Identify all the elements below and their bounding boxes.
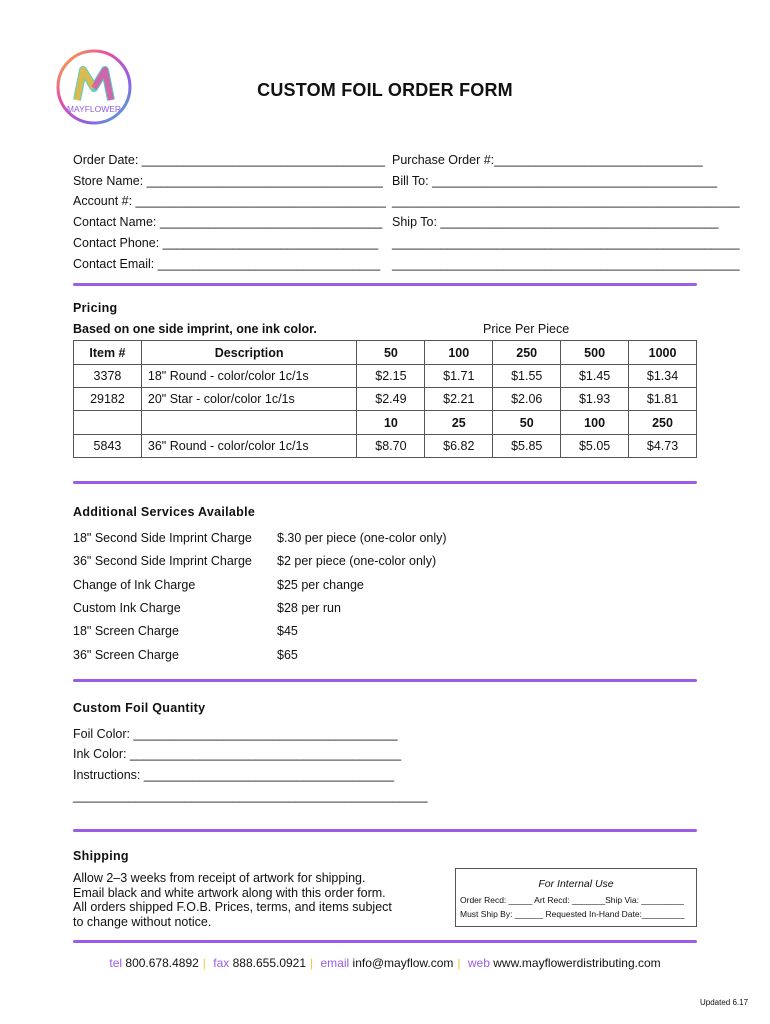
- order-date-field[interactable]: Order Date: ___________________________________: [73, 153, 386, 167]
- tel-number[interactable]: 800.678.4892: [125, 956, 199, 970]
- logo-text: MAYFLOWER: [66, 104, 122, 114]
- section-divider: [73, 940, 697, 943]
- shipping-line: Email black and white artwork along with this order form.: [73, 885, 386, 900]
- separator: |: [457, 956, 461, 970]
- item-description: 36" Round - color/color 1c/1s: [141, 435, 357, 458]
- table-row: [74, 365, 697, 388]
- item-description: [141, 411, 357, 435]
- header-qty-500: 500: [561, 341, 629, 365]
- updated-note: Updated 6.17: [700, 998, 749, 1007]
- tel-label: tel: [109, 956, 123, 970]
- header-qty-250: 250: [493, 341, 561, 365]
- service-value: $45: [277, 624, 298, 638]
- purchase-order-field[interactable]: Purchase Order #:______________________________: [392, 153, 703, 167]
- foil-color-field[interactable]: Foil Color: ______________________________________: [73, 727, 398, 741]
- item-description: 18" Round - color/color 1c/1s: [141, 365, 357, 388]
- contact-phone-field[interactable]: Contact Phone: _______________________________: [73, 236, 379, 250]
- service-label: 18" Second Side Imprint Charge: [73, 531, 252, 545]
- price-cell: $1.71: [425, 365, 493, 388]
- item-number: 5843: [74, 435, 142, 458]
- ship-to-line-2[interactable]: __________________________________________________: [392, 236, 740, 250]
- price-cell: $8.70: [357, 435, 425, 458]
- header-qty-100: 100: [561, 411, 629, 435]
- bill-to-line-2[interactable]: __________________________________________________: [392, 194, 740, 208]
- contact-email-field[interactable]: Contact Email: ________________________________: [73, 257, 381, 271]
- service-label: Change of Ink Charge: [73, 578, 196, 592]
- item-number: [74, 411, 142, 435]
- ink-color-field[interactable]: Ink Color: _______________________________________: [73, 747, 402, 761]
- price-cell: $1.45: [561, 365, 629, 388]
- header-description: Description: [141, 341, 357, 365]
- service-label: 36" Screen Charge: [73, 648, 179, 662]
- header-qty-10: 10: [357, 411, 425, 435]
- header-item: Item #: [74, 341, 142, 365]
- account-field[interactable]: Account #: ____________________________________: [73, 194, 386, 208]
- service-value: $25 per change: [277, 578, 364, 592]
- quantity-title: Custom Foil Quantity: [73, 701, 206, 715]
- price-cell: $5.05: [561, 435, 629, 458]
- section-divider: [73, 829, 697, 832]
- contact-footer: [0, 956, 770, 970]
- separator: |: [310, 956, 314, 970]
- price-cell: $1.81: [629, 388, 697, 411]
- store-name-field[interactable]: Store Name: __________________________________: [73, 174, 384, 188]
- price-cell: $2.06: [493, 388, 561, 411]
- item-number: 29182: [74, 388, 142, 411]
- internal-use-title: For Internal Use: [538, 878, 614, 890]
- shipping-line: Allow 2–3 weeks from receipt of artwork for shipping.: [73, 871, 366, 885]
- services-title: Additional Services Available: [73, 505, 256, 519]
- price-cell: $1.55: [493, 365, 561, 388]
- price-cell: $2.21: [425, 388, 493, 411]
- fax-number: 888.655.0921: [232, 956, 307, 970]
- header-qty-1000: 1000: [629, 341, 697, 365]
- service-value: $2 per piece (one-color only): [277, 554, 437, 568]
- price-per-piece-label: Price Per Piece: [483, 322, 570, 336]
- internal-use-box: [455, 868, 697, 927]
- fax-label: fax: [213, 956, 230, 970]
- table-row: [74, 388, 697, 411]
- email-link[interactable]: info@mayflow.com: [352, 956, 454, 970]
- service-value: $.30 per piece (one-color only): [277, 531, 447, 545]
- price-cell: $1.93: [561, 388, 629, 411]
- ship-to-field[interactable]: Ship To: ________________________________________: [392, 215, 719, 229]
- page-title: CUSTOM FOIL ORDER FORM: [257, 80, 513, 100]
- shipping-title: Shipping: [73, 849, 129, 863]
- web-link[interactable]: www.mayflowerdistributing.com: [493, 956, 661, 970]
- section-divider: [73, 679, 697, 682]
- price-cell: $2.15: [357, 365, 425, 388]
- section-divider: [73, 283, 697, 286]
- instructions-field[interactable]: Instructions: ____________________________________: [73, 768, 395, 782]
- header-qty-50: 50: [493, 411, 561, 435]
- instructions-line-2[interactable]: ___________________________________________________: [73, 789, 428, 803]
- pricing-header-row: [74, 341, 697, 365]
- internal-use-line[interactable]: Must Ship By: ______ Requested In-Hand Date:_________: [460, 909, 685, 919]
- header-qty-25: 25: [425, 411, 493, 435]
- web-label: web: [467, 956, 490, 970]
- header-qty-50: 50: [357, 341, 425, 365]
- internal-use-line[interactable]: Order Recd: _____ Art Recd: _______Ship Via: _________: [460, 895, 684, 905]
- pricing-subtitle: Based on one side imprint, one ink color.: [73, 322, 317, 336]
- price-cell: $6.82: [425, 435, 493, 458]
- pricing-title: Pricing: [73, 301, 118, 315]
- contact-name-field[interactable]: Contact Name: ________________________________: [73, 215, 383, 229]
- service-label: Custom Ink Charge: [73, 601, 181, 615]
- service-label: 36" Second Side Imprint Charge: [73, 554, 252, 568]
- item-description: 20" Star - color/color 1c/1s: [141, 388, 357, 411]
- shipping-line: All orders shipped F.O.B. Prices, terms, and items subject: [73, 900, 392, 914]
- ship-to-line-3[interactable]: __________________________________________________: [392, 257, 740, 271]
- separator: |: [202, 956, 206, 970]
- quantity-subheader-row: [74, 411, 697, 435]
- price-cell: $1.34: [629, 365, 697, 388]
- price-cell: $5.85: [493, 435, 561, 458]
- shipping-text: [73, 871, 392, 929]
- price-cell: $2.49: [357, 388, 425, 411]
- pricing-table: [73, 340, 697, 458]
- section-divider: [73, 481, 697, 484]
- header-qty-100: 100: [425, 341, 493, 365]
- item-number: 3378: [74, 365, 142, 388]
- shipping-line: to change without notice.: [73, 914, 212, 929]
- table-row: [74, 435, 697, 458]
- price-cell: $4.73: [629, 435, 697, 458]
- service-value: $65: [277, 648, 298, 662]
- header-qty-250: 250: [629, 411, 697, 435]
- email-label: email: [320, 956, 350, 970]
- service-label: 18" Screen Charge: [73, 624, 179, 638]
- bill-to-field[interactable]: Bill To: _________________________________________: [392, 174, 718, 188]
- service-value: $28 per run: [277, 601, 341, 615]
